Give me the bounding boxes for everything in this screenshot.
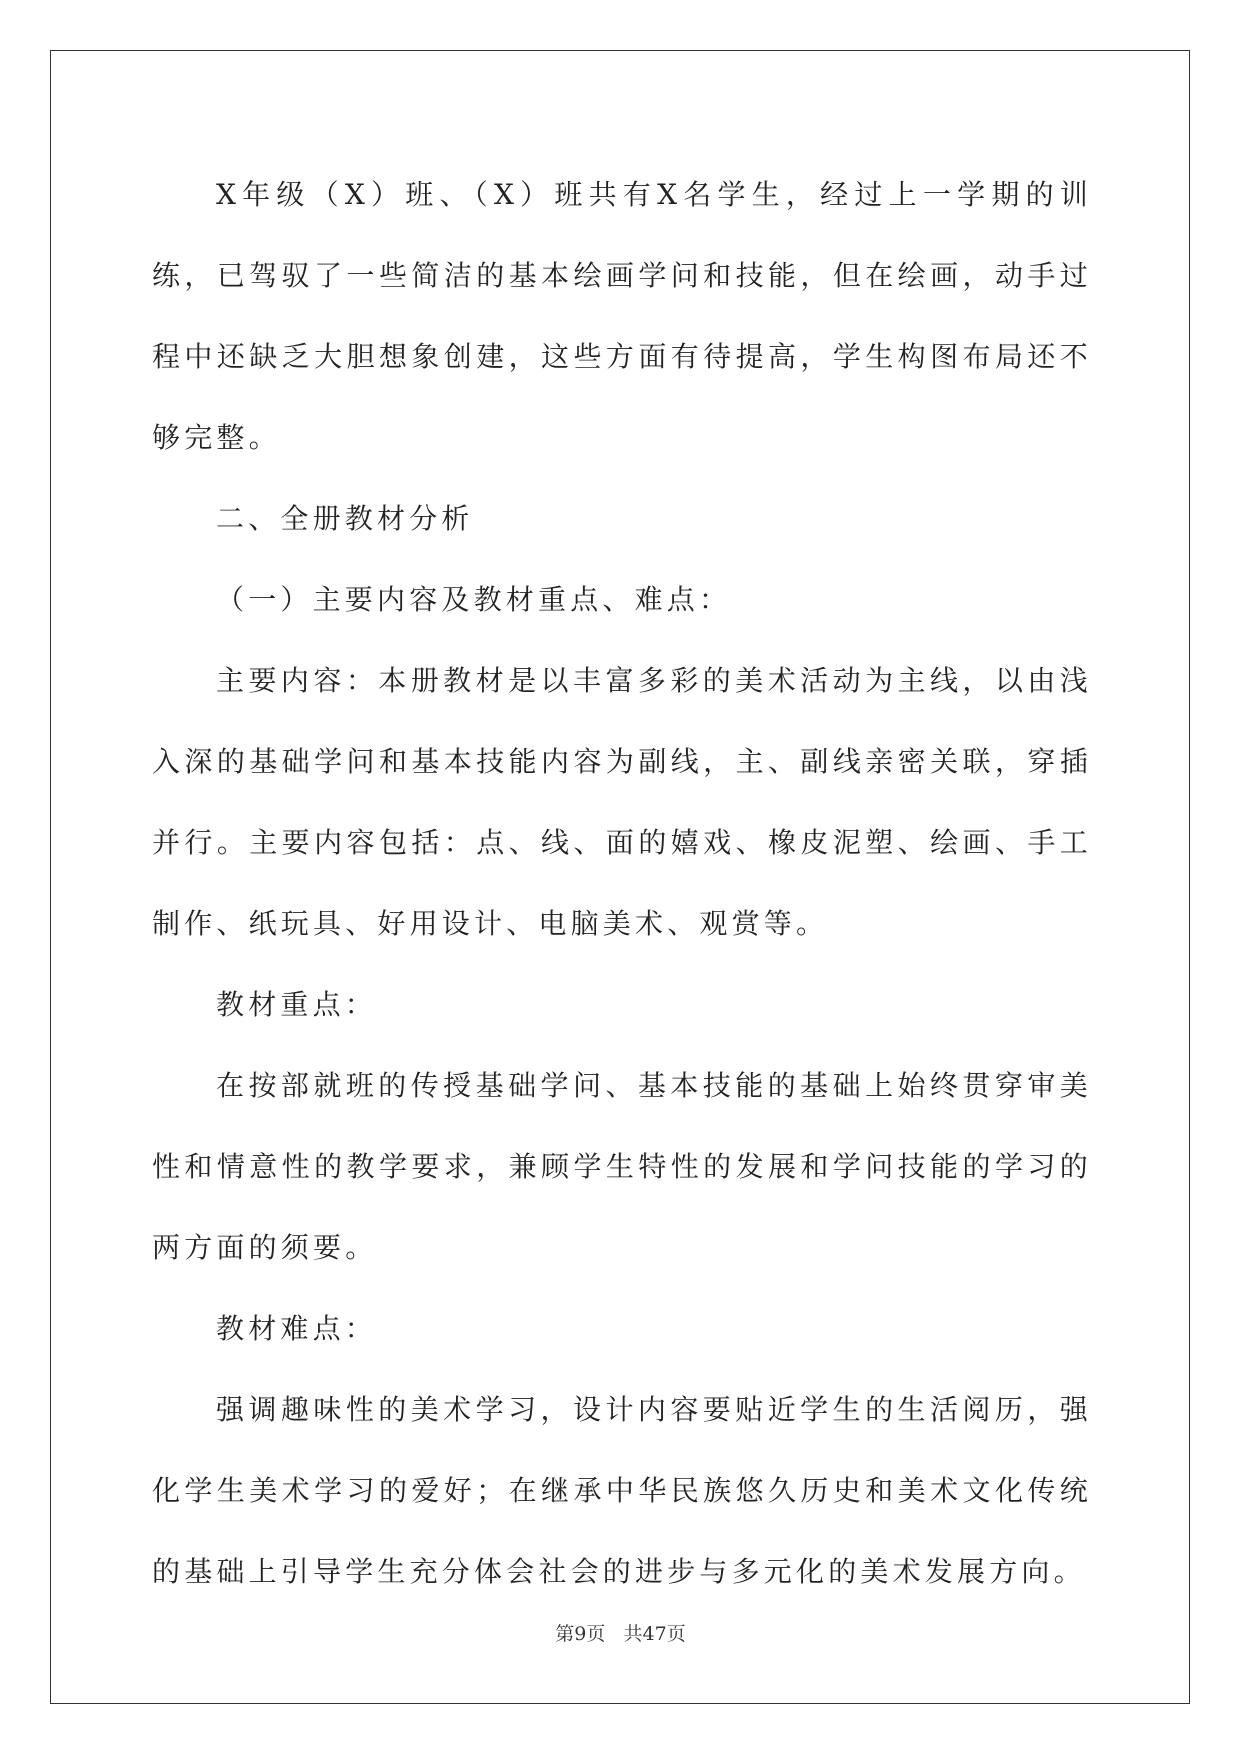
label-key-points: 教材重点： bbox=[216, 988, 378, 1021]
label-difficulties: 教材难点： bbox=[216, 1312, 378, 1345]
paragraph-main-content: 主要内容：本册教材是以丰富多彩的美术活动为主线，以由浅入深的基础学问和基本技能内容为副线，主、副线亲密关联，穿插并行。主要内容包括：点、线、面的嬉戏、橡皮泥塑、绘画、手工制作、纸玩具、好用设计、电脑美术、观赏等。 bbox=[152, 664, 1092, 940]
document-body bbox=[152, 154, 1092, 1612]
page-footer bbox=[0, 1622, 1241, 1646]
paragraph-key-points: 在按部就班的传授基础学问、基本技能的基础上始终贯穿审美性和情意性的教学要求，兼顾学生特性的发展和学问技能的学习的两方面的须要。 bbox=[152, 1069, 1092, 1264]
page-total: 共47页 bbox=[623, 1623, 686, 1645]
paragraph-difficulties: 强调趣味性的美术学习，设计内容要贴近学生的生活阅历，强化学生美术学习的爱好；在继承中华民族悠久历史和美术文化传统的基础上引导学生充分体会社会的进步与多元化的美术发展方向。 bbox=[152, 1393, 1092, 1588]
subsection-heading-main-content: （一）主要内容及教材重点、难点： bbox=[216, 583, 732, 616]
paragraph-class-overview: X年级（X）班、（X）班共有X名学生，经过上一学期的训练，已驾驭了一些简洁的基本绘画学问和技能，但在绘画，动手过程中还缺乏大胆想象创建，这些方面有待提高，学生构图布局还不够完整。 bbox=[152, 178, 1092, 454]
footer-spacer bbox=[605, 1623, 623, 1645]
page-number: 第9页 bbox=[555, 1623, 606, 1645]
section-heading-textbook-analysis: 二、全册教材分析 bbox=[216, 502, 474, 535]
